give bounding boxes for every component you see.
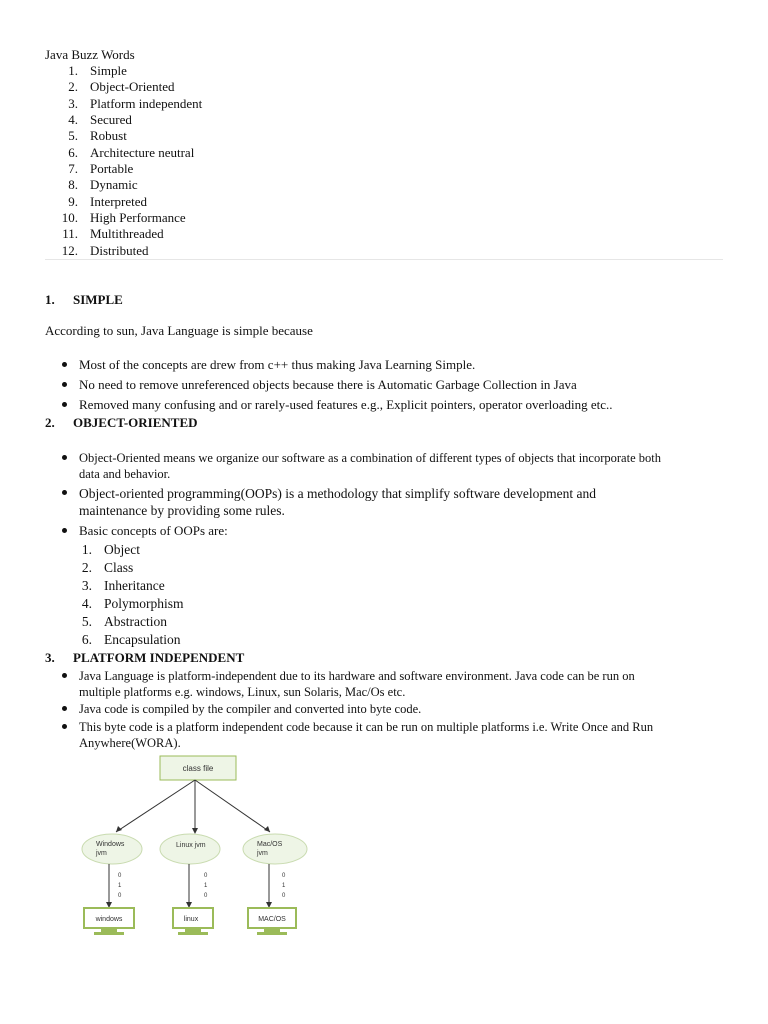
windows-monitor-icon [84, 908, 134, 935]
svg-text:0: 0 [282, 873, 286, 879]
svg-text:jvm: jvm [96, 850, 107, 857]
svg-text:1: 1 [204, 883, 208, 889]
bullet-icon [62, 528, 67, 533]
platform-bullet: This byte code is a platform independent code because it can be run on multiple platforms i.e. Write Once and Run Anywhere(WORA). [79, 720, 654, 750]
mac-jvm-node [243, 834, 307, 864]
svg-text:0: 0 [204, 873, 208, 879]
svg-text:1: 1 [282, 883, 286, 889]
svg-text:windows: windows [95, 916, 123, 923]
svg-text:Linux jvm: Linux jvm [176, 842, 206, 849]
section-heading-platform-independent: 3. PLATFORM INDEPENDENT [45, 650, 245, 665]
svg-text:0: 0 [204, 893, 208, 899]
simple-intro: According to sun, Java Language is simple because [45, 323, 313, 338]
bullet-icon [62, 673, 67, 678]
buzzwords-title: Java Buzz Words [45, 47, 135, 62]
bullet-icon [62, 490, 67, 495]
bullet-icon [62, 455, 67, 460]
windows-jvm-node [82, 834, 142, 864]
simple-bullet: Most of the concepts are drew from c++ thus making Java Learning Simple. [79, 357, 476, 372]
simple-bullet: No need to remove unreferenced objects because there is Automatic Garbage Collection in Java [79, 377, 577, 392]
section-heading-object-oriented: 2. OBJECT-ORIENTED [45, 415, 198, 430]
oop-bullet: Object-oriented programming(OOPs) is a methodology that simplify software development and maintenance by providing some rules. [79, 486, 597, 518]
arrow-to-mac-jvm [195, 780, 270, 832]
jvm-diagram [70, 750, 330, 950]
bullet-icon [62, 402, 67, 407]
linux-jvm-node [160, 834, 220, 864]
svg-text:MAC/OS: MAC/OS [258, 916, 286, 923]
arrow-to-windows-jvm [116, 780, 195, 832]
bullet-icon [62, 706, 67, 711]
svg-text:0: 0 [118, 893, 122, 899]
svg-text:0: 0 [282, 893, 286, 899]
platform-bullet: Java code is compiled by the compiler and converted into byte code. [79, 702, 422, 716]
section-heading-simple: 1. SIMPLE [45, 292, 123, 307]
oop-bullet: Basic concepts of OOPs are: [79, 523, 228, 538]
mac-monitor-icon [248, 908, 296, 935]
svg-text:Mac/OS: Mac/OS [257, 841, 283, 848]
platform-bullet: Java Language is platform-independent due to its hardware and software environment. Java code can be run on multiple platforms e.g. windows, Linux, sun Solaris, Mac/Os etc. [79, 669, 635, 699]
divider [45, 259, 723, 260]
document-page: Java Buzz Words 1. Simple 2. Object-Oriented 3. Platform independent 4. Secured 5. Robust 6. Architecture neutral 7. Portable 8. Dynamic 9. Interpreted 10. High Performance 11. Multithreaded 12. Distributed 1. SIMPLE According to sun, Java Language is simple because Most of the concepts are drew from c++ thus making Java Learning Simple. No need to remove unreferenced objects because there is Automatic Garbage Collection in Java Removed many confusing and or rarely-used features e.g., Explicit pointers, operator overloading etc.. 2. OBJECT-ORIENTED Object-Oriented means we organize our software as a combination of different types of objects that incorporate both data and behavior. Object-oriented programming(OOPs) is a methodology that simplify software development and maintenance by providing some rules. Basic concepts of OOPs are: 1. Object 2. Class 3. Inheritance 4. Polymorphism 5. Abstraction 6. Encapsulation 3. PLATFORM INDEPENDENT Java Language is platform-independent due to its hardware and software environment. Java code can be run on multiple platforms e.g. windows, Linux, sun Solaris, Mac/Os etc. Java code is compiled by the compiler and converted into byte code. This byte code is a platform independent code because it can be run on multiple platforms i.e. Write Once and Run Anywhere(WORA). class file Windows jvm Linux jvm Mac/OS jvm 0 1 0 0 1 0 0 1 0 windows linux MAC/OS [0, 0, 768, 1024]
oop-bullet: Object-Oriented means we organize our software as a combination of different types of objects that incorporate both data and behavior. [79, 451, 661, 481]
svg-text:Windows: Windows [96, 841, 125, 848]
svg-text:linux: linux [183, 916, 199, 923]
svg-text:0: 0 [118, 873, 122, 879]
svg-text:1: 1 [118, 883, 122, 889]
arrowhead-icon [192, 828, 198, 834]
bullet-icon [62, 362, 67, 367]
class-file-label: class file [182, 764, 214, 773]
simple-bullet: Removed many confusing and or rarely-used features e.g., Explicit pointers, operator overloading etc.. [79, 397, 613, 412]
svg-text:jvm: jvm [257, 850, 268, 857]
bullet-icon [62, 724, 67, 729]
bullet-icon [62, 382, 67, 387]
linux-monitor-icon [173, 908, 213, 935]
